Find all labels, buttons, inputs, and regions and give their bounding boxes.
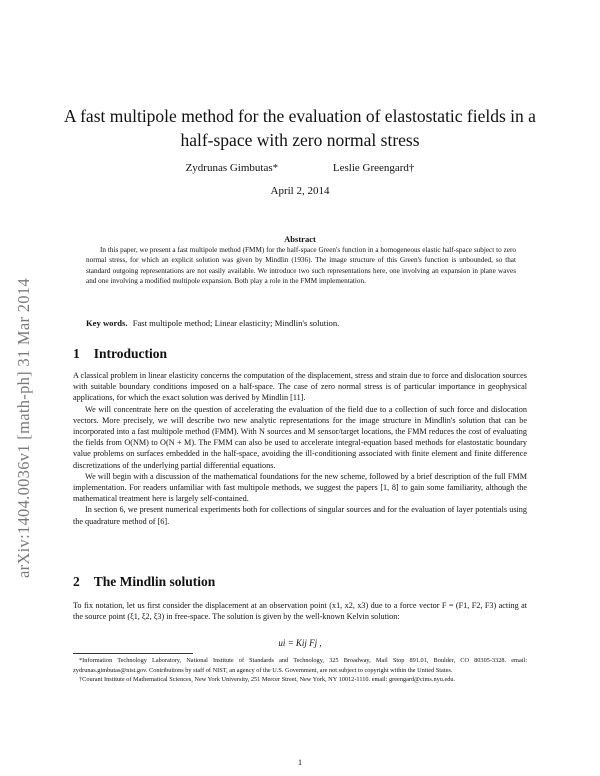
- footnotes: [73, 656, 527, 685]
- paragraph: To fix notation, let us first consider the displacement at an observation point (x1, x2, x3) due to a force vector F = (F1, F2, F3) acting at the source point (ξ1, ξ2, ξ3) in free-space. The solution is given by the well-known Kelvin solution:: [73, 601, 527, 622]
- footnote-divider: [73, 653, 193, 654]
- arxiv-watermark: arXiv:1404.0036v1 [math-ph] 31 Mar 2014: [14, 278, 33, 578]
- kelvin-equation: ui = Kij Fj ,: [278, 638, 322, 648]
- paragraph: A classical problem in linear elasticity concerns the computation of the displacement, stress and strain due to force and dislocation sources with suitable boundary conditions imposed on a half-space. The case of zero normal stress is of particular importance in geophysical applications, for which the exact solution was derived by Mindlin [11].: [73, 371, 527, 403]
- section-title: Introduction: [93, 346, 168, 361]
- paragraph: We will begin with a discussion of the mathematical foundations for the new scheme, followed by a brief description of the full FMM implementation. For readers unfamiliar with fast multipole methods, we suggest the papers [1, 8] to gain some familiarity, although the mathematical treatment here is largely self-contained.: [73, 471, 527, 504]
- keywords: [86, 318, 516, 328]
- abstract-text: In this paper, we present a fast multipole method (FMM) for the half-space Green's function in a homogeneous elastic half-space subject to zero normal stress, for which an explicit solution was given by Mindlin (1936). The image structure of this Green's function is unbounded, so that standard outgoing representations are not easily available. We introduce two such representations here, one involving an expansion in plane waves and one involving a modified multipole expansion. Both play a role in the FMM implementation.: [86, 246, 516, 285]
- paragraph: In section 6, we present numerical experiments both for collections of singular sources and for the evaluation of layer potentials using the quadrature method of [6].: [73, 505, 527, 526]
- author-name: Zydrunas Gimbutas*: [185, 162, 279, 174]
- section-body: [73, 370, 527, 527]
- keywords-text: Fast multipole method; Linear elasticity; Mindlin's solution.: [132, 318, 340, 328]
- author-list: [0, 162, 600, 174]
- page-number: 1: [297, 757, 303, 767]
- paper-title: A fast multipole method for the evaluation of elastostatic fields in a half-space with zero normal stress: [64, 106, 536, 150]
- section-number: 2: [73, 574, 80, 589]
- section-body: [73, 600, 527, 622]
- paragraph: We will concentrate here on the question of accelerating the evaluation of the field due to a collection of such force and dislocation vectors. More precisely, we will describe two new analytic representations for the image structure in Mindlin's solution that can be incorporated into a fast multipole method (FMM). With N sources and M sensor/target locations, the FMM reduces the cost of evaluating the fields from O(NM) to O(N + M). The FMM can also be used to accelerate integral-equation based methods for elastostatic boundary value problems on surfaces embedded in the half-space, avoiding the ill-conditioning associated with finite element and finite difference discretizations of the underlying partial differential equations.: [73, 404, 527, 470]
- section-heading: [73, 346, 167, 362]
- section-heading: [73, 574, 215, 590]
- author-name: Leslie Greengard†: [332, 162, 415, 174]
- abstract-heading: Abstract: [284, 234, 316, 244]
- footnote: *Information Technology Laboratory, National Institute of Standards and Technology, 325 Broadway, Mail Stop 891.01, Boulder, CO 80305-3328. email: zydrunas.gimbutas@nist.gov. Contributions by staff of NIST, an agency of the U.S. Government, are not subject to copyright within the United States.: [73, 657, 527, 674]
- footnote: †Courant Institute of Mathematical Sciences, New York University, 251 Mercer Street, New York, NY 10012-1110. email: greengard@cims.nyu.edu.: [79, 676, 456, 684]
- section-title: The Mindlin solution: [93, 574, 216, 589]
- section-number: 1: [73, 346, 80, 361]
- paper-date: April 2, 2014: [270, 185, 330, 197]
- keywords-label: Key words.: [86, 318, 128, 328]
